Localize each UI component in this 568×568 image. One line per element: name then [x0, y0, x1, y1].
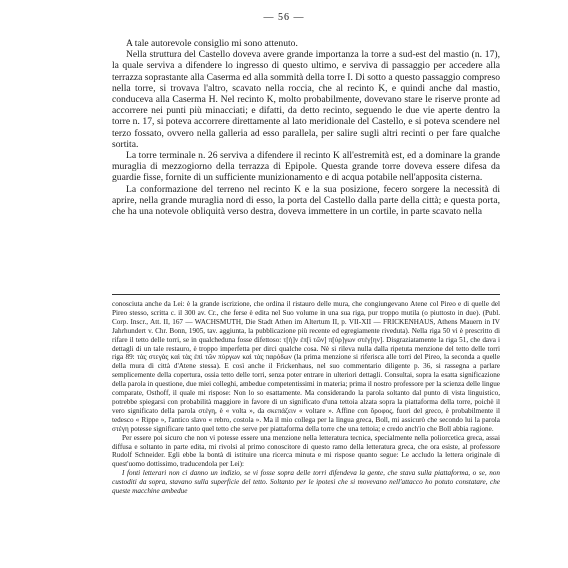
paragraph-4: La conformazione del terreno nel recinto K e la sua posizione, fecero sorgere la necessità di aprire, nella grande muraglia nord di esso, la porta del Castello dalla parte della città; e questa porta, che ha una notevole obliquità verso destra, doveva immettere in un cortile, in parte scavato nella: [112, 183, 500, 218]
paragraph-3: La torre terminale n. 26 serviva a difendere il recinto K all'estremità est, ed a dominare la grande muraglia di mezzogiorno della terrazza di Epipole. Questa grande torre doveva essere difesa da guardie fisse, fornite di un sufficiente munizionamento e di acqua potabile nell'apposita cisterna.: [112, 150, 500, 184]
paragraph-2: Nella struttura del Castello doveva avere grande importanza la torre a sud-est del mastio (n. 17), la quale serviva a difendere lo ingresso di questo ultimo, e serviva di passaggio per accedere alla terrazza soprastante alla Caserma ed alla sommità della torre I. Di sotto a questo passaggio compreso nella torre, si trovava l'altro, scavato nella roccia, che al recinto K, e quindi anche dal mastio, conduceva alla Caserma H. Nel recinto K, molto probabilmente, dovevano stare le riserve pronte ad accorrere nei punti più minacciati; e difatti, da detto recinto, seguendo le due vie aperte dentro la torre n. 17, si poteva accorrere direttamente al lato meridionale del Castello, e si poteva scendere nel terzo fossato, ovvero nella galleria ad esso parallela, per salire sugli altri recinti o per fare qualche sortita.: [112, 49, 500, 150]
paragraph-1: A tale autorevole consiglio mi sono attenuto.: [126, 38, 298, 49]
footnote-2: Per essere poi sicuro che non vi potesse essere una menzione nella letteratura tecnica, specialmente nella poliorcetica greca, assai diffusa e soltanto in parte edita, mi rivolsi al primo conoscitore di questo ramo della letteratura greca, che ora esiste, al professore Rudolf Schneider. Egli ebbe la bontà di istituire una ricerca minuta e mi rispose quanto segue: Le accludo la lettera originale di quest'uomo dottissimo, traducendola per Lei):: [112, 433, 500, 469]
footnote-1: conosciuta anche da Lei: è la grande iscrizione, che ordina il ristauro delle mura, che congiungevano Atene col Pireo e di quelle del Pireo stesso, scritta c. il 300 av. Cr., che ferse è edita nel Suo volume in una sua riga, pur troppo mutila (o piuttosto in due). (Publ. Corp. Inscr., Att. II, 167 — WACHSMUTH, Die Stadt Athen im Altertum II, p. VII-XII — FRICKENHAUS, Athens Mauern in IV Jahrhundert v. Chr. Bonn, 1905, tav. aggiunta, la pubblicazione più recente ed egregiamente riveduta). Nella riga 50 vi è prescritto di rifare il tetto delle torri, se in qualcheduna fosse difettoso: τ[ὴ]ν ἐπ[ὶ τῶν] π[ύρ]γων στέγ[ην]. Disgraziatamente la riga 51, che dava i dettagli di un tale restauro, è troppo imperfetta per dirci qualche cosa. Nè si rileva nulla dalla ripetuta menzione del tetto delle torri riga 89: τὰς στεγὰς καὶ τὰς ἐπὶ τῶν πύργων καὶ τὰς παρόδων (la prima menzione si riferisca alle torri del Pireo, la seconda a quelle della mura di città d'Atene stessa). E così anche il Frickenhaus, nel suo commentario diligente p. 36, si rassegna a parlare semplicemente della copertura, ossia tetto delle torri, senza poter entrare in ulteriori dettagli. Consultai, sopra la esatta significazione della parola in questione, due miei colleghi, ambedue competentissimi in materia; prima il nostro professore per la scienza delle lingue comparate, Osthoff, il quale mi rispose: Non lo so esattamente. Ma considerando la parola soltanto dal punto di vista linguistico, potrebbe spiegarsi con probabilità maggiore in favore di un significato d'una tettoia alzata sopra la piattaforma della torre, poichè il vero significato della parola στέγη, è « volta », da σκεπάζειν « voltare ». Affine con ὄροφος, fuori del greco, è probabilmente il tedesco « Rippe », l'antico slavo « rebro, costola ». Ma il mio collega per la lingua greca, Boll, mi assicurò che secondo lui la parola στέγη potesse significare tanto quel tetto che serve per piattaforma della torre che una tettoia; e credo anch'io che Boll abbia ragione.: [112, 300, 500, 433]
footnote-3: I fonti letterari non ci danno un indizio, se vi fosse sopra delle torri difendeva la gente, che stava sulla piattaforma, o se, non custoditi da sopra, stavano sulla superficie del tetto. Soltanto per le ipotesi che si movevano nell'attacco ho potuto constatare, che queste macchine ambedue: [112, 469, 500, 496]
footnotes: [112, 300, 500, 496]
page-number: — 56 —: [263, 12, 305, 23]
footnote-divider: [112, 294, 500, 295]
main-text: [112, 38, 500, 217]
